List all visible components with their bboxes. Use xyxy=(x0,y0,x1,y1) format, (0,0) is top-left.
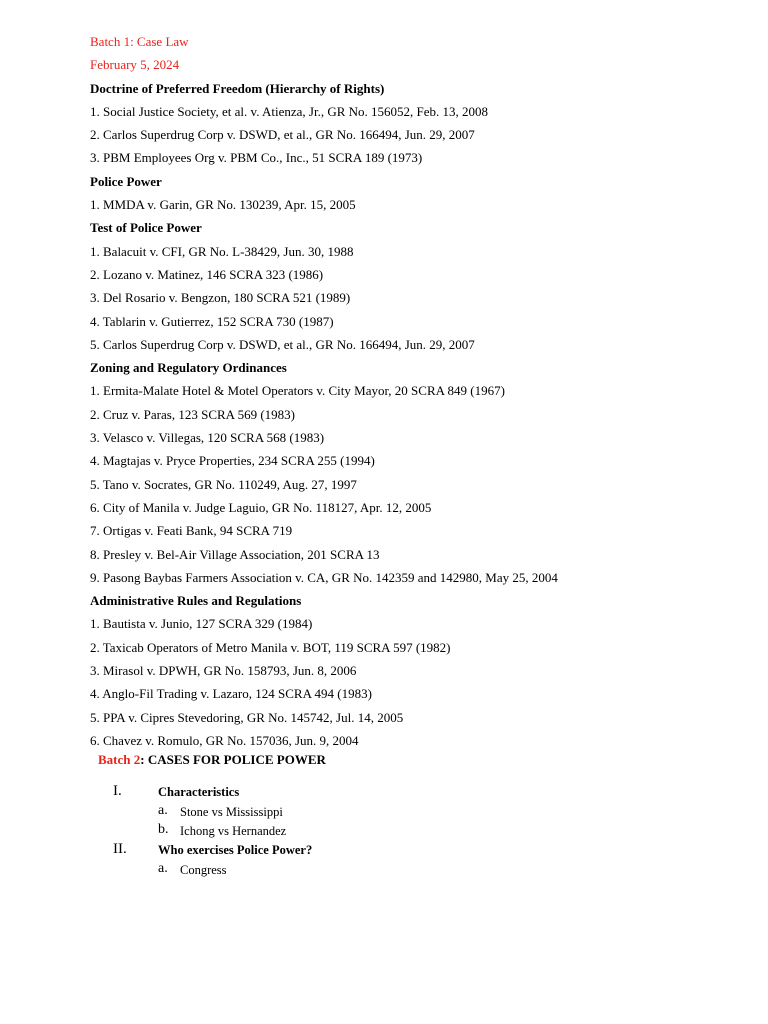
section-heading-administrative-rules: Administrative Rules and Regulations xyxy=(90,593,302,609)
case-item: 1. Ermita-Malate Hotel & Motel Operators v. City Mayor, 20 SCRA 849 (1967) xyxy=(90,383,505,399)
case-item: 3. Del Rosario v. Bengzon, 180 SCRA 521 (1989) xyxy=(90,290,351,306)
section-heading-police-power: Police Power xyxy=(90,173,162,189)
batch2-label: Batch 2 xyxy=(98,752,141,767)
batch1-title: Batch 1: Case Law xyxy=(90,34,189,49)
case-item: 6. City of Manila v. Judge Laguio, GR No. 118127, Apr. 12, 2005 xyxy=(90,499,432,515)
case-item: 5. Tano v. Socrates, GR No. 110249, Aug. 27, 1997 xyxy=(90,476,357,492)
case-item: 2. Cruz v. Paras, 123 SCRA 569 (1983) xyxy=(90,406,295,422)
outline-item: Stone vs Mississippi xyxy=(180,805,283,819)
outline-heading-characteristics: Characteristics xyxy=(158,785,240,799)
section-heading-zoning: Zoning and Regulatory Ordinances xyxy=(90,360,287,376)
case-item: 9. Pasong Baybas Farmers Association v. CA, GR No. 142359 and 142980, May 25, 2004 xyxy=(90,569,558,585)
outline-item: Congress xyxy=(180,863,227,877)
batch1-document xyxy=(90,30,750,752)
case-item: 3. Mirasol v. DPWH, GR No. 158793, Jun. 8, 2006 xyxy=(90,663,357,679)
case-item: 3. Velasco v. Villegas, 120 SCRA 568 (1983) xyxy=(90,430,325,446)
outline-numeral: II. xyxy=(113,841,127,857)
case-item: 2. Taxicab Operators of Metro Manila v. BOT, 119 SCRA 597 (1982) xyxy=(90,639,451,655)
case-item: 2. Lozano v. Matinez, 146 SCRA 323 (1986) xyxy=(90,266,324,282)
case-item: 1. MMDA v. Garin, GR No. 130239, Apr. 15, 2005 xyxy=(90,197,356,213)
section-heading-test-of-police-power: Test of Police Power xyxy=(90,220,202,236)
batch1-date: February 5, 2024 xyxy=(90,57,180,73)
case-item: 5. Carlos Superdrug Corp v. DSWD, et al., GR No. 166494, Jun. 29, 2007 xyxy=(90,336,475,352)
case-item: 8. Presley v. Bel-Air Village Association, 201 SCRA 13 xyxy=(90,546,380,562)
case-item: 1. Social Justice Society, et al. v. Atienza, Jr., GR No. 156052, Feb. 13, 2008 xyxy=(90,103,489,119)
outline-heading-who-exercises: Who exercises Police Power? xyxy=(158,843,313,857)
outline-letter: b. xyxy=(158,822,169,837)
batch2-title xyxy=(98,750,326,770)
outline-item: Ichong vs Hernandez xyxy=(180,824,287,838)
case-item: 1. Bautista v. Junio, 127 SCRA 329 (1984) xyxy=(90,616,313,632)
case-item: 5. PPA v. Cipres Stevedoring, GR No. 145742, Jul. 14, 2005 xyxy=(90,709,404,725)
case-item: 4. Tablarin v. Gutierrez, 152 SCRA 730 (1987) xyxy=(90,313,334,329)
case-item: 6. Chavez v. Romulo, GR No. 157036, Jun. 9, 2004 xyxy=(90,732,359,748)
case-item: 7. Ortigas v. Feati Bank, 94 SCRA 719 xyxy=(90,523,293,539)
case-item: 1. Balacuit v. CFI, GR No. L-38429, Jun. 30, 1988 xyxy=(90,243,354,259)
batch2-title-rest: : CASES FOR POLICE POWER xyxy=(140,752,326,767)
case-item: 3. PBM Employees Org v. PBM Co., Inc., 51 SCRA 189 (1973) xyxy=(90,150,423,166)
section-heading-preferred-freedom: Doctrine of Preferred Freedom (Hierarchy of Rights) xyxy=(90,80,385,96)
case-item: 4. Magtajas v. Pryce Properties, 234 SCRA 255 (1994) xyxy=(90,453,375,469)
outline-letter: a. xyxy=(158,803,168,818)
outline-letter: a. xyxy=(158,861,168,876)
case-item: 4. Anglo-Fil Trading v. Lazaro, 124 SCRA 494 (1983) xyxy=(90,686,372,702)
outline-numeral: I. xyxy=(113,783,122,799)
case-item: 2. Carlos Superdrug Corp v. DSWD, et al., GR No. 166494, Jun. 29, 2007 xyxy=(90,127,475,143)
